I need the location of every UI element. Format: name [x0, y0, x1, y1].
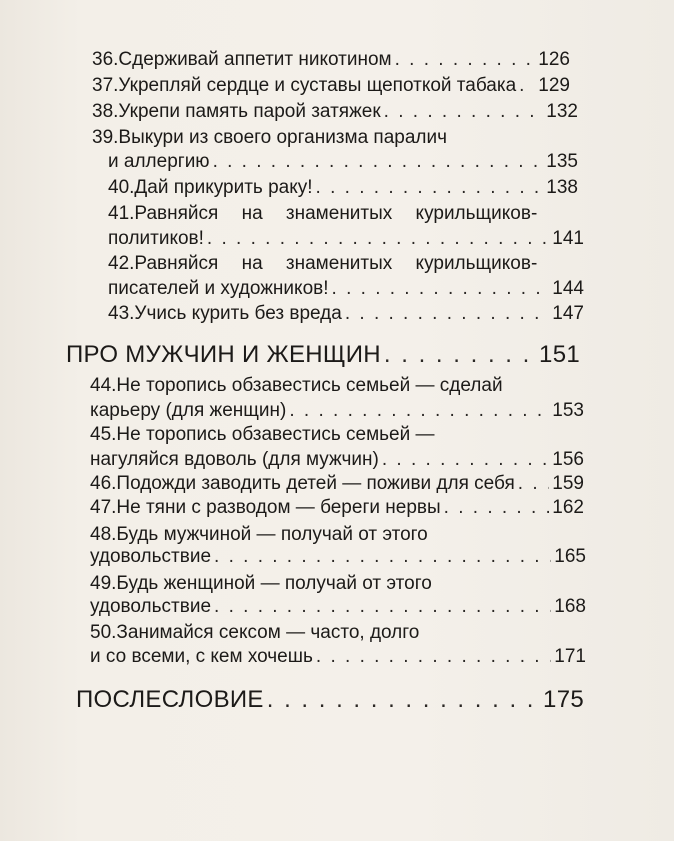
toc-page-number: 147 — [552, 303, 584, 324]
toc-page-number: 165 — [554, 546, 586, 567]
toc-entry — [92, 75, 570, 97]
toc-entry-first-line: 39.Выкури из своего организма паралич — [92, 127, 448, 148]
toc-entry — [90, 546, 586, 568]
dot-leader — [214, 546, 551, 568]
toc-entry-title: нагуляйся вдоволь (для мужчин) — [90, 449, 379, 470]
dot-leader — [444, 497, 550, 519]
toc-entry-first-line: 50.Занимайся сексом — часто, долго — [90, 622, 420, 643]
toc-page-number: 159 — [552, 473, 584, 494]
toc-entry-first-line: 44.Не торопись обзавестись семьей — сделай — [90, 375, 503, 396]
dot-leader — [518, 473, 550, 495]
dot-leader — [519, 75, 535, 97]
toc-entry-title: писателей и художников! — [108, 278, 329, 299]
toc-entry-first-line: 41.Равняйся на знаменитых курильщиков- — [108, 203, 538, 224]
toc-entry — [108, 303, 584, 325]
toc-entry — [90, 596, 586, 618]
dot-leader — [395, 49, 536, 71]
section-title: ПРО МУЖЧИН И ЖЕНЩИН — [66, 341, 381, 368]
toc-page-number: 138 — [546, 177, 578, 198]
toc-entry — [92, 49, 570, 71]
toc-entry-title: 37.Укрепляй сердце и суставы щепоткой табака — [92, 75, 517, 96]
toc-entry-first-line: 42.Равняйся на знаменитых курильщиков- — [108, 253, 538, 274]
toc-page-number: 153 — [552, 400, 584, 421]
dot-leader — [384, 341, 536, 369]
dot-leader — [345, 303, 549, 325]
toc-entry-title: 43.Учись курить без вреда — [108, 303, 342, 324]
toc-entry-first-line: 48.Будь мужчиной — получай от этого — [90, 524, 428, 545]
toc-entry — [90, 449, 584, 471]
toc-entry-first-line: 45.Не торопись обзавестись семьей — — [90, 424, 435, 445]
section-title: ПОСЛЕСЛОВИЕ — [76, 686, 264, 713]
toc-page-number: 171 — [554, 646, 586, 667]
toc-page-number: 162 — [552, 497, 584, 518]
toc-section-heading — [76, 686, 584, 714]
toc-page-number: 168 — [554, 596, 586, 617]
toc-entry-title: удовольствие — [90, 546, 212, 567]
toc-entry-title: удовольствие — [90, 596, 212, 617]
toc-page-number: 141 — [552, 228, 584, 249]
dot-leader — [384, 101, 544, 123]
dot-leader — [316, 646, 551, 668]
toc-entry-title: карьеру (для женщин) — [90, 400, 287, 421]
toc-section-heading — [66, 341, 580, 369]
toc-entry — [92, 101, 578, 123]
toc-page-number: 135 — [546, 151, 578, 172]
toc-entry-title: 36.Сдерживай аппетит никотином — [92, 49, 392, 70]
dot-leader — [289, 400, 549, 422]
dot-leader — [382, 449, 549, 471]
toc-page-number: 156 — [552, 449, 584, 470]
toc-page-number: 126 — [538, 49, 570, 70]
toc-page-number: 132 — [546, 101, 578, 122]
dot-leader — [332, 278, 550, 300]
toc-entry — [108, 177, 578, 199]
toc-entry — [90, 473, 584, 495]
toc-entry — [108, 151, 578, 173]
dot-leader — [213, 151, 544, 173]
toc-entry-title: 47.Не тяни с разводом — береги нервы — [90, 497, 441, 518]
section-page-number: 175 — [543, 686, 584, 713]
dot-leader — [207, 228, 549, 250]
toc-entry — [108, 228, 584, 250]
dot-leader — [214, 596, 551, 618]
toc-entry — [108, 278, 584, 300]
toc-entry-title: и со всеми, с кем хочешь — [90, 646, 313, 667]
toc-entry-title: политиков! — [108, 228, 204, 249]
toc-entry-title: 38.Укрепи память парой затяжек — [92, 101, 381, 122]
dot-leader — [267, 686, 540, 714]
toc-page-number: 144 — [552, 278, 584, 299]
toc-page-number: 129 — [538, 75, 570, 96]
toc-entry — [90, 646, 586, 668]
toc-entry — [90, 400, 584, 422]
section-page-number: 151 — [539, 341, 580, 368]
toc-entry-title: 46.Подожди заводить детей — поживи для себя — [90, 473, 515, 494]
dot-leader — [316, 177, 544, 199]
toc-entry-first-line: 49.Будь женщиной — получай от этого — [90, 573, 432, 594]
toc-entry-title: 40.Дай прикурить раку! — [108, 177, 313, 198]
toc-entry — [90, 497, 584, 519]
toc-entry-title: и аллергию — [108, 151, 210, 172]
